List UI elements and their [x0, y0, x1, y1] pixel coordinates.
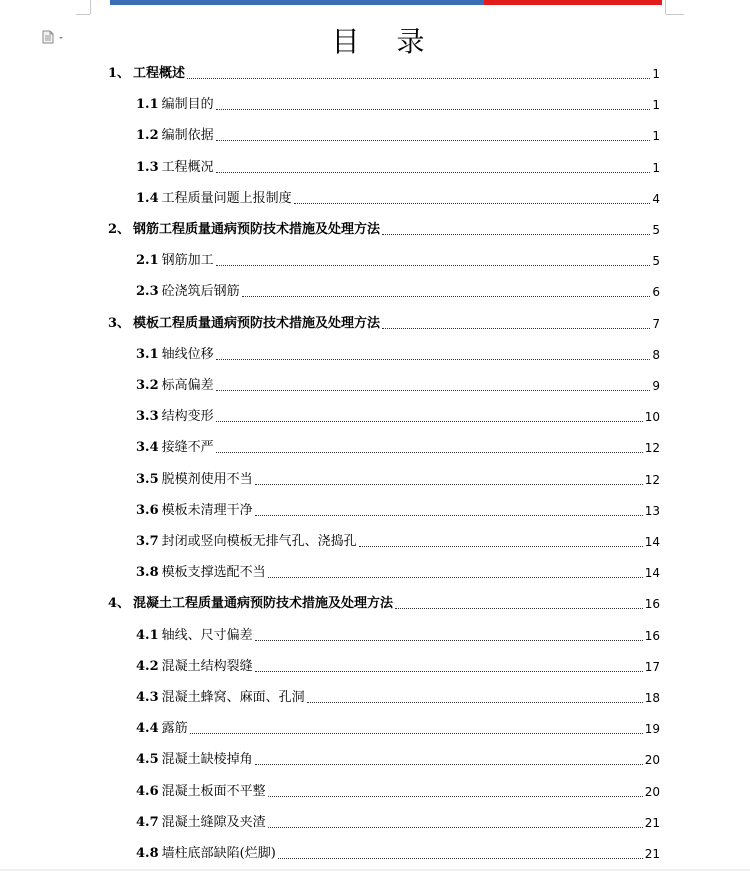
toc-entry-number: 2、 [108, 222, 131, 237]
toc-entry-text: 混凝土结构裂缝 [161, 658, 253, 674]
toc-entry-label [136, 252, 214, 270]
toc-entry[interactable] [0, 159, 750, 177]
toc-entry-text: 模板支撑选配不当 [161, 565, 266, 581]
toc-entry-number: 3.8 [136, 565, 159, 581]
toc-entry-label [136, 96, 214, 114]
toc-page-number: 4 [652, 191, 660, 206]
toc-leader-dots [216, 358, 651, 360]
toc-page-number: 1 [652, 129, 660, 144]
toc-leader-dots [216, 108, 651, 110]
toc-entry-label [136, 159, 214, 177]
toc-page-number: 1 [652, 67, 660, 81]
toc-entry-number: 4.1 [136, 627, 159, 643]
toc-page-number: 16 [644, 597, 660, 612]
toc-entry-label [136, 814, 266, 832]
toc-leader-dots [242, 295, 651, 297]
toc-leader-dots [294, 202, 651, 204]
toc-entry-number: 3.3 [136, 409, 159, 425]
toc-entry-label [136, 127, 214, 145]
toc-entry-number: 1.4 [136, 190, 159, 206]
toc-page-number: 16 [644, 628, 660, 643]
toc-leader-dots [216, 420, 643, 422]
toc-entry-text: 钢筋加工 [161, 253, 214, 269]
toc-entry[interactable] [0, 471, 750, 489]
toc-page-number: 1 [652, 160, 660, 175]
toc-entry-number: 1.2 [136, 128, 159, 144]
toc-entry-text: 轴线、尺寸偏差 [161, 627, 253, 643]
toc-entry-number: 2.1 [136, 253, 159, 269]
toc-entry[interactable] [0, 96, 750, 114]
toc-entry-label [136, 783, 266, 801]
toc-entry-number: 3.7 [136, 534, 159, 549]
toc-entry-label [136, 720, 188, 738]
toc-page-number: 19 [644, 722, 660, 737]
toc-entry-text: 混凝土工程质量通病预防技术措施及处理方法 [133, 596, 394, 612]
crop-mark-top-right-h [666, 14, 684, 15]
toc-entry[interactable] [0, 720, 750, 738]
toc-entry-text: 编制依据 [161, 128, 214, 144]
toc-entry-label [136, 627, 253, 645]
toc-entry-text: 露筋 [161, 721, 188, 737]
toc-page-number: 14 [644, 566, 660, 581]
toc-page-number: 21 [644, 815, 660, 830]
toc-entry[interactable] [0, 751, 750, 769]
toc-entry-text: 混凝土蜂窝、麻面、孔洞 [161, 690, 305, 705]
toc-entry-text: 模板未清理干净 [161, 502, 253, 518]
toc-page-number: 12 [644, 441, 660, 456]
toc-entry-text: 工程概述 [133, 66, 186, 81]
toc-entry-number: 4.4 [136, 721, 159, 737]
toc-entry-label [108, 221, 380, 239]
toc-entry[interactable] [0, 845, 750, 863]
toc-entry-number: 4.8 [136, 846, 159, 861]
toc-entry[interactable] [0, 689, 750, 707]
toc-page-number: 13 [644, 503, 660, 518]
toc-entry[interactable] [0, 377, 750, 395]
toc-entry-number: 3.1 [136, 346, 159, 362]
toc-entry-text: 轴线位移 [161, 346, 214, 362]
toc-entry-text: 钢筋工程质量通病预防技术措施及处理方法 [133, 222, 381, 237]
toc-entry[interactable] [0, 283, 750, 301]
toc-page-number: 9 [652, 379, 660, 393]
toc-entry-label [136, 408, 214, 426]
toc-page-number: 20 [644, 784, 660, 799]
toc-entry-label [136, 845, 276, 863]
toc-entry-number: 3.4 [136, 440, 159, 456]
toc-leader-dots [307, 701, 643, 703]
toc-leader-dots [278, 857, 643, 859]
toc-page-number: 10 [644, 410, 660, 425]
toc-leader-dots [255, 514, 643, 516]
toc-entry-number: 3.2 [136, 378, 159, 393]
toc-entry[interactable] [0, 221, 750, 239]
toc-entry-number: 2.3 [136, 284, 159, 300]
toc-leader-dots [216, 451, 643, 453]
toc-entry-text: 墙柱底部缺陷(烂脚) [161, 846, 276, 861]
toc-entry-label [136, 502, 253, 520]
toc-entry-number: 4.5 [136, 752, 159, 768]
toc-leader-dots [216, 171, 651, 173]
toc-entry-number: 3.6 [136, 502, 159, 518]
toc-entry-number: 4.2 [136, 658, 159, 674]
toc-page-number: 21 [644, 847, 660, 861]
toc-entry-number: 3.5 [136, 471, 159, 487]
toc-entry-text: 工程概况 [161, 159, 214, 175]
toc-page-number: 6 [652, 285, 660, 300]
toc-entry-number: 3、 [108, 315, 131, 331]
toc-entry-text: 砼浇筑后钢筋 [161, 284, 240, 300]
toc-leader-dots [382, 327, 650, 329]
toc-entry-text: 结构变形 [161, 409, 214, 425]
header-strip-blue [110, 0, 484, 5]
toc-entry-number: 1、 [108, 66, 131, 81]
toc-leader-dots [268, 576, 643, 578]
toc-page-number: 5 [652, 223, 660, 237]
crop-mark-top-left [90, 0, 91, 14]
toc-entry-text: 工程质量问题上报制度 [161, 190, 292, 206]
toc-page-number: 14 [644, 535, 660, 549]
toc-entry-text: 混凝土板面不平整 [161, 783, 266, 799]
toc-entry[interactable] [0, 783, 750, 801]
toc-entry[interactable] [0, 502, 750, 520]
toc-entry[interactable] [0, 564, 750, 582]
toc-entry-text: 接缝不严 [161, 440, 214, 456]
toc-entry-number: 1.3 [136, 159, 159, 175]
page-title: 目 录 [331, 25, 439, 58]
toc-entry-label [136, 439, 214, 457]
toc-entry[interactable] [0, 658, 750, 676]
toc-entry[interactable] [0, 315, 750, 333]
crop-mark-top-left-h [76, 14, 90, 15]
toc-entry[interactable] [0, 533, 750, 551]
toc-page-number: 20 [644, 753, 660, 768]
toc-leader-dots [395, 607, 643, 609]
toc-entry[interactable] [0, 814, 750, 832]
toc-entry[interactable] [0, 439, 750, 457]
toc-page-number: 7 [652, 316, 660, 331]
toc-entry-text: 混凝土缝隙及夹渣 [161, 814, 266, 830]
toc-entry-label [136, 190, 292, 208]
toc-entry-label [108, 595, 393, 613]
toc-entry-label [136, 377, 214, 395]
toc-leader-dots [190, 732, 643, 734]
toc-leader-dots [268, 795, 643, 797]
toc-entry-label [136, 751, 253, 769]
toc-entry-number: 4.6 [136, 783, 159, 799]
crop-mark-top-right [665, 0, 666, 14]
toc-entry-label [136, 471, 253, 489]
toc-leader-dots [216, 139, 651, 141]
toc-entry-label [136, 658, 253, 676]
toc-leader-dots [268, 826, 643, 828]
toc-entry-label [136, 283, 240, 301]
toc-leader-dots [187, 77, 650, 79]
toc-leader-dots [255, 670, 643, 672]
toc-leader-dots [382, 233, 650, 235]
toc-entry[interactable] [0, 252, 750, 270]
toc-entry[interactable] [0, 190, 750, 208]
toc-entry-text: 封闭或竖向模板无排气孔、浇捣孔 [161, 534, 357, 549]
toc-entry[interactable] [0, 65, 750, 83]
toc-page-number: 1 [652, 98, 660, 113]
toc-entry[interactable] [0, 595, 750, 613]
toc-entry-label [136, 689, 305, 707]
toc-entry-number: 4.3 [136, 690, 159, 705]
toc-entry-text: 脱模剂使用不当 [161, 471, 253, 487]
toc-leader-dots [359, 545, 643, 547]
toc-entry[interactable] [0, 627, 750, 645]
toc-entry-label [108, 65, 185, 83]
toc-leader-dots [216, 389, 651, 391]
toc-leader-dots [216, 264, 651, 266]
toc-page-number: 8 [652, 347, 660, 362]
toc-entry-label [136, 564, 266, 582]
header-strip-red [484, 0, 662, 5]
toc-page-number: 18 [644, 691, 660, 705]
toc-entry-number: 1.1 [136, 97, 159, 113]
toc-leader-dots [255, 763, 643, 765]
toc-entry-text: 模板工程质量通病预防技术措施及处理方法 [133, 315, 381, 331]
toc-entry[interactable] [0, 408, 750, 426]
toc-page-number: 5 [652, 254, 660, 269]
toc-entry-label [108, 315, 380, 333]
toc-page-number: 12 [644, 472, 660, 487]
toc-leader-dots [255, 639, 643, 641]
toc-entry-label [136, 346, 214, 364]
toc-entry[interactable] [0, 127, 750, 145]
toc-entry-text: 混凝土缺棱掉角 [161, 752, 253, 768]
toc-entry-number: 4.7 [136, 814, 159, 830]
toc-entry-label [136, 533, 357, 551]
toc-entry[interactable] [0, 346, 750, 364]
toc-leader-dots [255, 483, 643, 485]
toc-entry-number: 4、 [108, 596, 131, 612]
toc-entry-text: 编制目的 [161, 97, 214, 113]
toc-entry-text: 标高偏差 [161, 378, 214, 393]
toc-page-number: 17 [644, 659, 660, 674]
